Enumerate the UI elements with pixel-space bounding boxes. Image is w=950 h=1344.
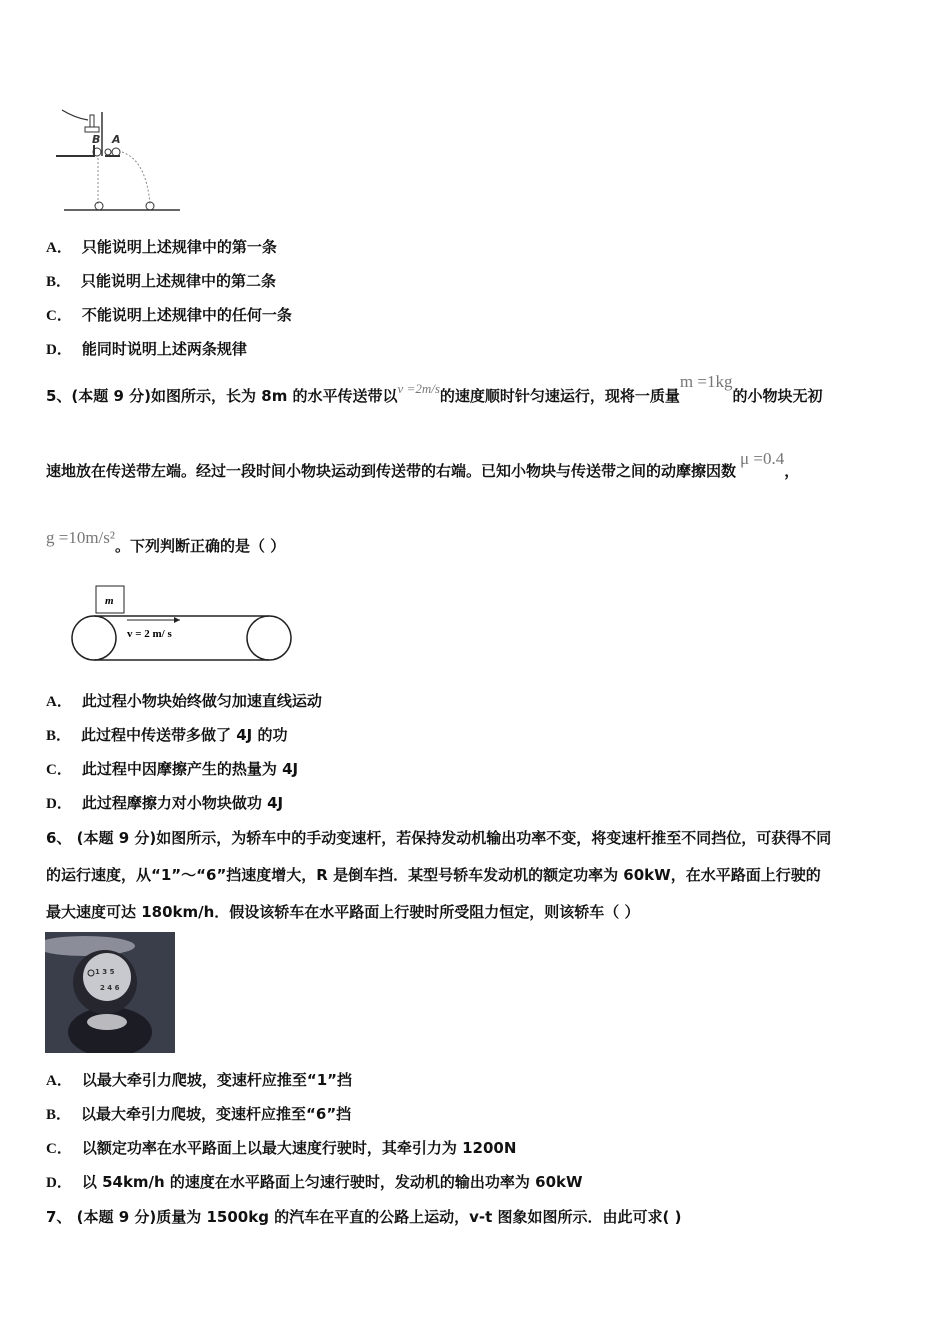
- q5-stem-line3: g =10m/s²。下列判断正确的是（ ）: [46, 528, 286, 555]
- q5-stem-line2: 速地放在传送带左端。经过一段时间小物块运动到传送带的右端。已知小物块与传送带之间的动摩擦因数μ =0.4，: [46, 449, 800, 480]
- speed-label: v = 2 m/ s: [127, 628, 172, 640]
- q5-option-c: C． 此过程中因摩擦产生的热量为 4J: [46, 760, 299, 778]
- q6-option-d: D． 以 54km/h 的速度在水平路面上匀速行驶时，发动机的输出功率为 60kW: [46, 1173, 583, 1191]
- q5-option-b: B． 此过程中传送带多做了 4J 的功: [46, 726, 288, 744]
- free-fall-apparatus-figure: [50, 100, 190, 215]
- q5-option-d: D． 此过程摩擦力对小物块做功 4J: [46, 794, 284, 812]
- label-a: A: [112, 133, 121, 146]
- q4-option-c: C． 不能说明上述规律中的任何一条: [46, 306, 292, 324]
- q6-stem-line3: 最大速度可达 180km/h．假设该轿车在水平路面上行驶时所受阻力恒定，则该轿车（ ）: [46, 903, 640, 921]
- conveyor-belt-figure: [65, 583, 300, 668]
- q6-stem-line2: 的运行速度，从“1”～“6”挡速度增大，R 是倒车挡．某型号轿车发动机的额定功率为 60kW，在水平路面上行驶的: [46, 866, 821, 884]
- q6-option-b: B． 以最大牵引力爬坡，变速杆应推至“6”挡: [46, 1105, 352, 1123]
- q4-option-a: A． 只能说明上述规律中的第一条: [46, 238, 277, 256]
- q5-stem-line1: 5、(本题 9 分)如图所示，长为 8m 的水平传送带以v =2m/s的速度顺时针匀速运行，现将一质量m =1kg的小物块无初: [46, 372, 823, 405]
- q5-option-a: A． 此过程小物块始终做匀加速直线运动: [46, 692, 322, 710]
- block-label: m: [105, 595, 114, 607]
- q6-option-a: A． 以最大牵引力爬坡，变速杆应推至“1”挡: [46, 1071, 352, 1089]
- svg-text:1 3 5: 1 3 5: [95, 968, 115, 976]
- gear-shift-photo: [45, 932, 175, 1053]
- svg-text:2 4 6: 2 4 6: [100, 984, 120, 992]
- q4-option-b: B． 只能说明上述规律中的第二条: [46, 272, 277, 290]
- q4-option-d: D． 能同时说明上述两条规律: [46, 340, 247, 358]
- label-b: B: [92, 133, 101, 146]
- q6-stem-line1: 6、 (本题 9 分)如图所示，为轿车中的手动变速杆，若保持发动机输出功率不变，将变速杆推至不同挡位，可获得不同: [46, 829, 832, 847]
- q6-option-c: C． 以额定功率在水平路面上以最大速度行驶时，其牵引力为 1200N: [46, 1139, 517, 1157]
- q7-stem: 7、 (本题 9 分)质量为 1500kg 的汽车在平直的公路上运动，v-t 图象如图所示．由此可求( ): [46, 1208, 682, 1226]
